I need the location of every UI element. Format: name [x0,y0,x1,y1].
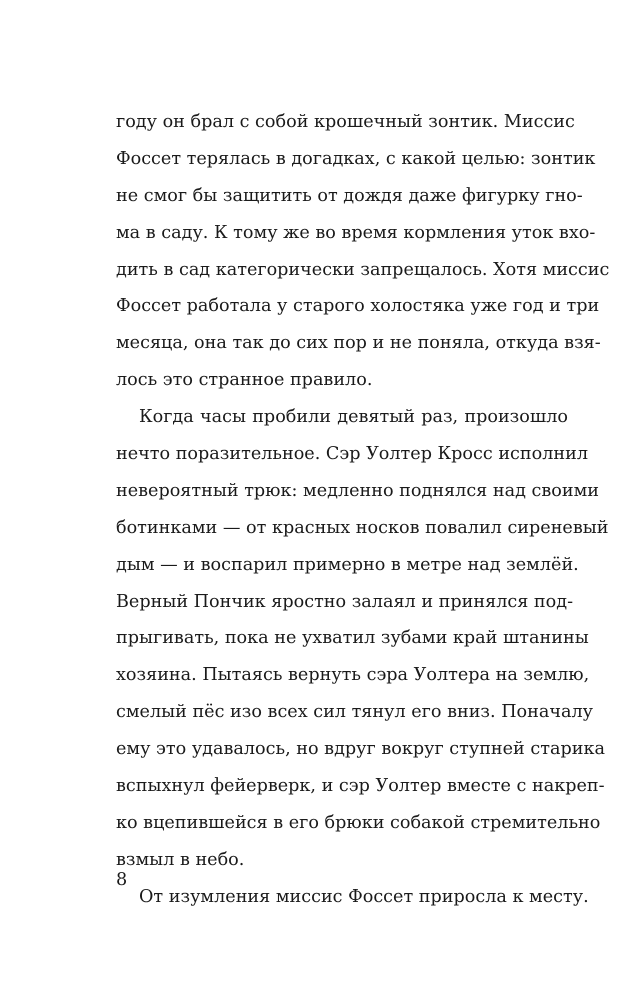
text-line: дым — и воспарил примерно в метре над землёй. [116,554,579,575]
text-line: ма в саду. К тому же во время кормления уток вхо- [116,222,596,243]
paragraph [116,399,609,879]
text-line: ко вцепившейся в его брюки собакой стремительно [116,812,601,833]
text-line: От изумления миссис Фоссет приросла к месту. [139,886,589,907]
text-line: не смог бы защитить от дождя даже фигурку гно- [116,185,583,206]
text-line: смелый пёс изо всех сил тянул его вниз. Поначалу [116,702,594,723]
text-line: нечто поразительное. Сэр Уолтер Кросс исполнил [116,444,589,465]
text-line: ему это удавалось, но вдруг вокруг ступней старика [116,739,605,760]
text-line: дить в сад категорически запрещалось. Хотя миссис [116,259,610,280]
text-line: ботинками — от красных носков повалил сиреневый [116,517,609,538]
text-line: Верный Пончик яростно залаял и принялся под- [116,591,574,612]
text-line: Фоссет терялась в догадках, с какой целью: зонтик [116,148,596,169]
text-line: хозяина. Пытаясь вернуть сэра Уолтера на землю, [116,665,590,686]
text-line: Когда часы пробили девятый раз, произошло [139,407,568,428]
text-line: невероятный трюк: медленно поднялся над своими [116,480,600,501]
text-line: вспыхнул фейерверк, и сэр Уолтер вместе с накреп- [116,776,605,797]
text-line: Фоссет работала у старого холостяка уже год и три [116,296,600,317]
text-line: лось это странное правило. [116,370,373,391]
text-line: взмыл в небо. [116,849,245,870]
text-line: прыгивать, пока не ухватил зубами край штанины [116,628,589,649]
body-text [116,104,610,916]
paragraph [116,104,610,399]
paragraph [116,879,589,916]
text-line: месяца, она так до сих пор и не поняла, откуда взя- [116,333,601,354]
text-line: году он брал с собой крошечный зонтик. Миссис [116,112,575,132]
page-number: 8 [116,870,128,890]
